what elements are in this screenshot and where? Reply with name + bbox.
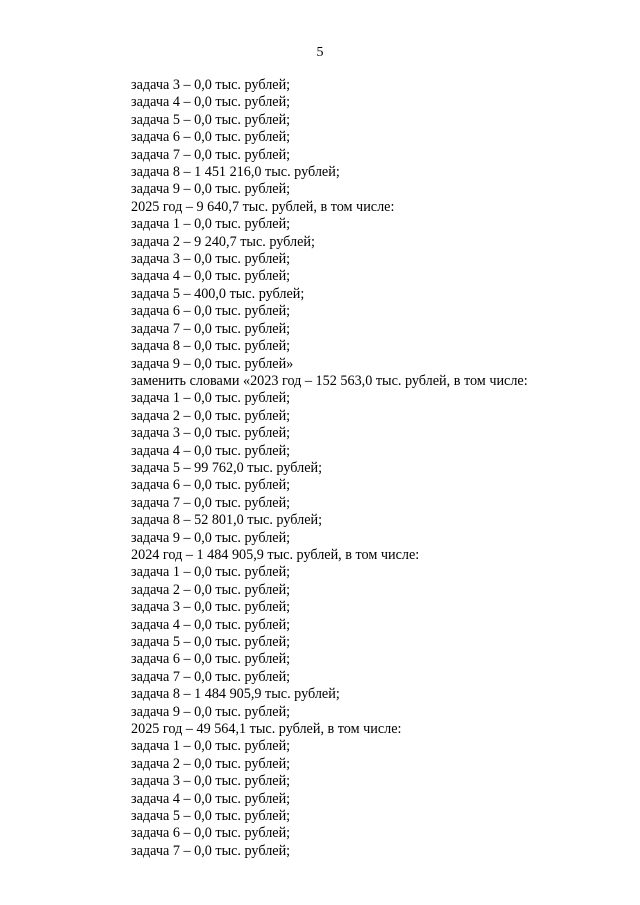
text-line: задача 3 – 0,0 тыс. рублей; xyxy=(131,251,291,268)
text-line: задача 4 – 0,0 тыс. рублей; xyxy=(131,790,291,807)
text-line: задача 4 – 0,0 тыс. рублей; xyxy=(131,268,291,285)
text-line: задача 7 – 0,0 тыс. рублей; xyxy=(131,668,291,685)
text-line: задача 4 – 0,0 тыс. рублей; xyxy=(131,442,291,459)
text-line: задача 1 – 0,0 тыс. рублей; xyxy=(131,564,291,581)
text-line: задача 1 – 0,0 тыс. рублей; xyxy=(131,216,291,233)
text-line: 2025 год – 49 564,1 тыс. рублей, в том числе: xyxy=(131,721,402,738)
text-line: 2024 год – 1 484 905,9 тыс. рублей, в том числе: xyxy=(131,546,420,563)
text-line: 2025 год – 9 640,7 тыс. рублей, в том числе: xyxy=(131,198,395,215)
text-line: задача 6 – 0,0 тыс. рублей; xyxy=(131,303,291,320)
text-line: задача 6 – 0,0 тыс. рублей; xyxy=(131,129,291,146)
text-line: задача 5 – 99 762,0 тыс. рублей; xyxy=(131,459,323,476)
text-line: задача 2 – 0,0 тыс. рублей; xyxy=(131,407,291,424)
text-line: задача 7 – 0,0 тыс. рублей; xyxy=(131,320,291,337)
text-line: задача 3 – 0,0 тыс. рублей; xyxy=(131,599,291,616)
text-line: задача 8 – 1 451 216,0 тыс. рублей; xyxy=(131,164,340,181)
text-line: задача 7 – 0,0 тыс. рублей; xyxy=(131,842,291,859)
text-line: задача 9 – 0,0 тыс. рублей; xyxy=(131,529,291,546)
text-line: заменить словами «2023 год – 152 563,0 тыс. рублей, в том числе: xyxy=(131,372,528,389)
text-line: задача 6 – 0,0 тыс. рублей; xyxy=(131,825,291,842)
text-line: задача 8 – 52 801,0 тыс. рублей; xyxy=(131,512,323,529)
text-line: задача 6 – 0,0 тыс. рублей; xyxy=(131,477,291,494)
text-line: задача 2 – 0,0 тыс. рублей; xyxy=(131,755,291,772)
text-line: задача 9 – 0,0 тыс. рублей; xyxy=(131,703,291,720)
text-line: задача 9 – 0,0 тыс. рублей; xyxy=(131,181,291,198)
text-line: задача 8 – 1 484 905,9 тыс. рублей; xyxy=(131,686,340,703)
text-line: задача 4 – 0,0 тыс. рублей; xyxy=(131,94,291,111)
text-line: задача 5 – 400,0 тыс. рублей; xyxy=(131,285,305,302)
text-line: задача 3 – 0,0 тыс. рублей; xyxy=(131,425,291,442)
document-body xyxy=(131,77,601,860)
text-line: задача 1 – 0,0 тыс. рублей; xyxy=(131,390,291,407)
text-line: задача 7 – 0,0 тыс. рублей; xyxy=(131,146,291,163)
text-line: задача 5 – 0,0 тыс. рублей; xyxy=(131,111,291,128)
text-line: задача 9 – 0,0 тыс. рублей» xyxy=(131,355,294,372)
text-line: задача 2 – 9 240,7 тыс. рублей; xyxy=(131,233,315,250)
text-line: задача 2 – 0,0 тыс. рублей; xyxy=(131,581,291,598)
text-line: задача 5 – 0,0 тыс. рублей; xyxy=(131,634,291,650)
text-line: задача 5 – 0,0 тыс. рублей; xyxy=(131,808,291,825)
page-number: 5 xyxy=(316,45,324,60)
text-line: задача 3 – 0,0 тыс. рублей; xyxy=(131,77,291,93)
text-line: задача 8 – 0,0 тыс. рублей; xyxy=(131,338,291,355)
text-line: задача 7 – 0,0 тыс. рублей; xyxy=(131,494,291,511)
text-line: задача 1 – 0,0 тыс. рублей; xyxy=(131,738,291,755)
text-line: задача 3 – 0,0 тыс. рублей; xyxy=(131,773,291,790)
text-line: задача 6 – 0,0 тыс. рублей; xyxy=(131,651,291,668)
text-line: задача 4 – 0,0 тыс. рублей; xyxy=(131,616,291,633)
